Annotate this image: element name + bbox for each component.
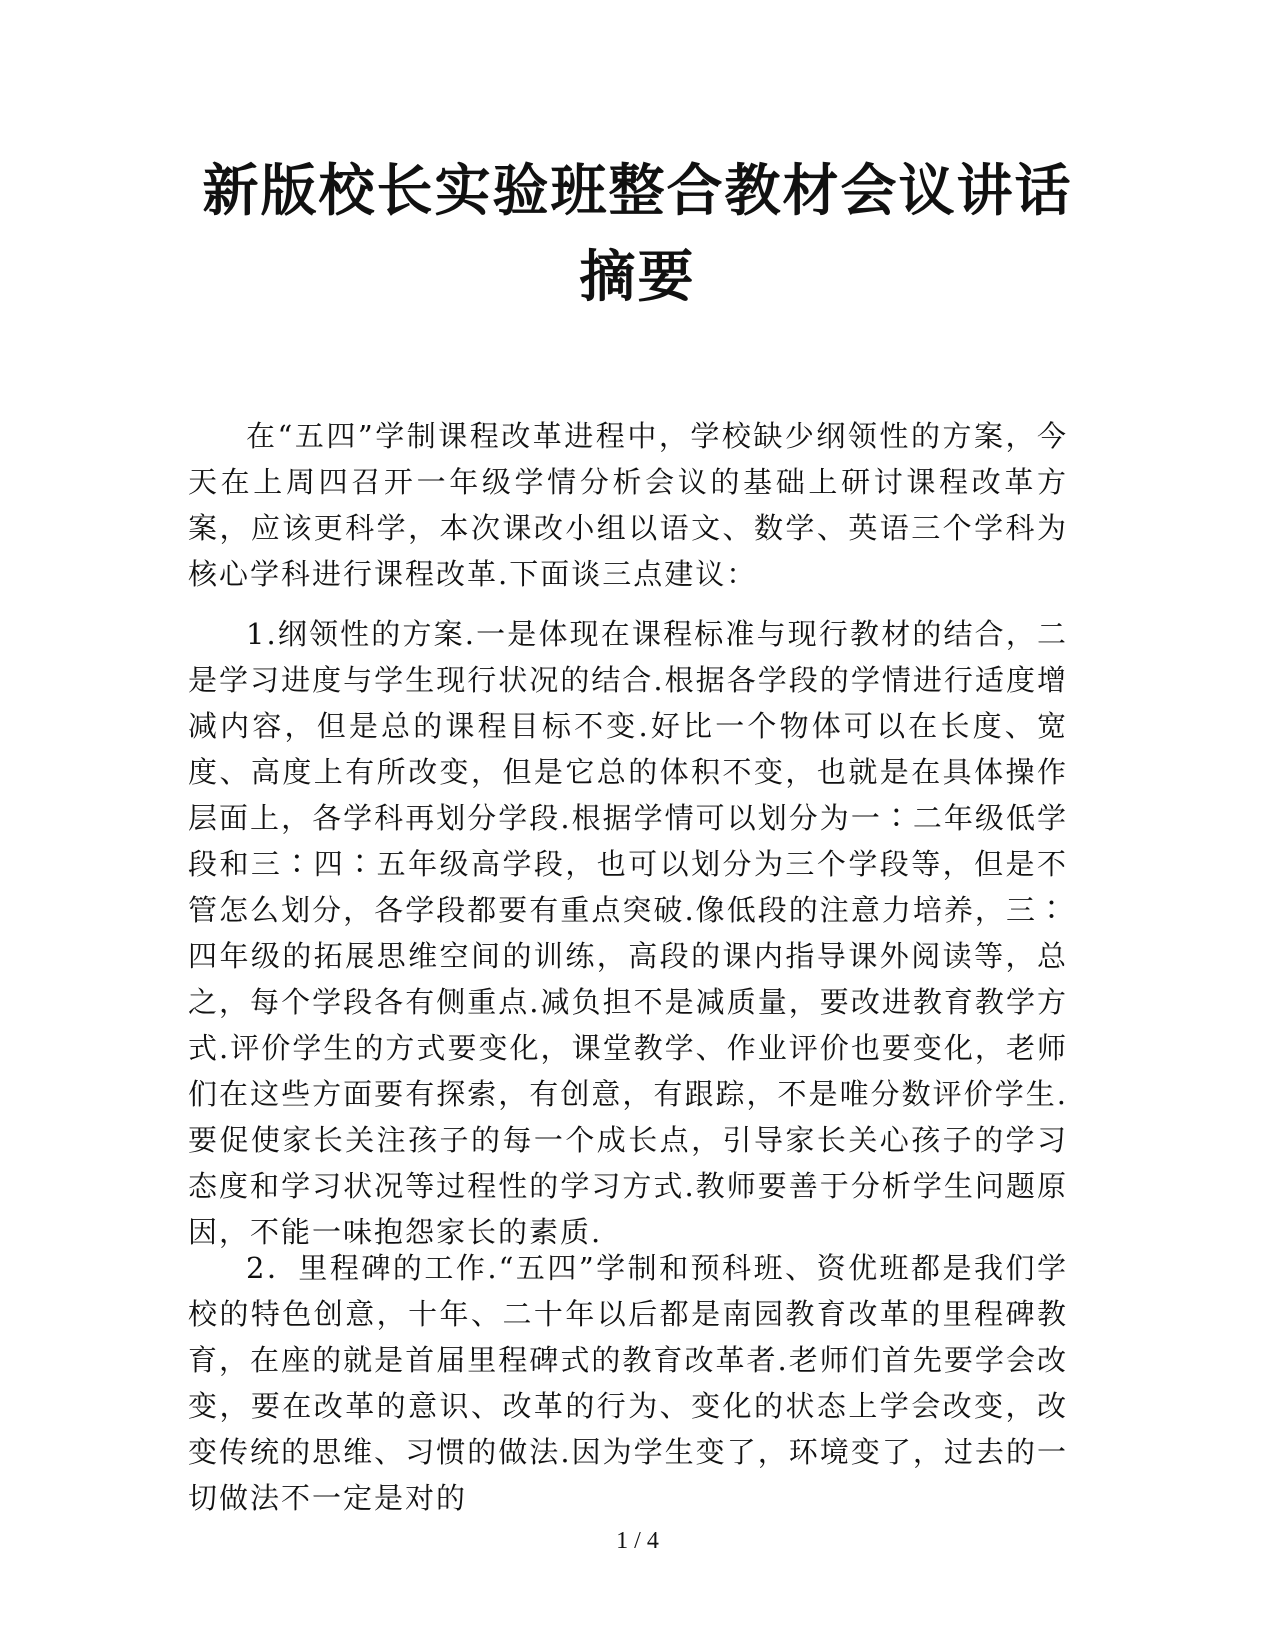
paragraph-intro: 在“五四”学制课程改革进程中，学校缺少纲领性的方案，今天在上周四召开一年级学情分析会议的基础上研讨课程改革方案，应该更科学，本次课改小组以语文、数学、英语三个学科为核心学科进行课程改革.下面谈三点建议： — [188, 419, 1068, 591]
paragraph-point-1: 1.纲领性的方案.一是体现在课程标准与现行教材的结合，二是学习进度与学生现行状况的结合.根据各学段的学情进行适度增减内容，但是总的课程目标不变.好比一个物体可以在长度、宽度、高度上有所改变，但是它总的体积不变，也就是在具体操作层面上，各学科再划分学段.根据学情可以划分为一∶二年级低学段和三∶四∶五年级高学段，也可以划分为三个学段等，但是不管怎么划分，各学段都要有重点突破.像低段的注意力培养，三∶四年级的拓展思维空间的训练，高段的课内指导课外阅读等，总之，每个学段各有侧重点.减负担不是减质量，要改进教育教学方式.评价学生的方式要变化，课堂教学、作业评价也要变化，老师们在这些方面要有探索，有创意，有跟踪，不是唯分数评价学生.要促使家长关注孩子的每一个成长点，引导家长关心孩子的学习态度和学习状况等过程性的学习方式.教师要善于分析学生问题原因，不能一味抱怨家长的素质. — [188, 617, 1068, 1249]
paragraph-point-2: 2．里程碑的工作.“五四”学制和预科班、资优班都是我们学校的特色创意，十年、二十年以后都是南园教育改革的里程碑教育，在座的就是首届里程碑式的教育改革者.老师们首先要学会改变，要在改革的意识、改革的行为、变化的状态上学会改变，改变传统的思维、习惯的做法.因为学生变了，环境变了，过去的一切做法不一定是对的 — [188, 1251, 1068, 1515]
document-title: 新版校长实验班整合教材会议讲话摘要 — [202, 158, 1073, 310]
page-number: 1 / 4 — [616, 1528, 659, 1554]
